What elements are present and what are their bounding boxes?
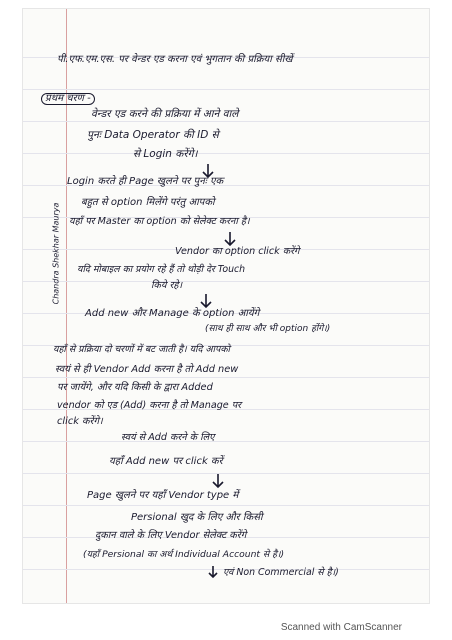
note-line: से Login करेंगे।	[133, 148, 198, 160]
note-line: पुनः Data Operator की ID से	[87, 129, 219, 141]
note-line: Page खुलने पर यहाँ Vendor type में	[87, 490, 239, 501]
ruled-line	[23, 281, 429, 282]
note-line: Add new और Manage के option आयेंगे	[85, 308, 260, 319]
note-line: Persional खुद के लिए और किसी	[131, 512, 263, 523]
ruled-line	[23, 121, 429, 122]
notebook-page	[22, 8, 430, 604]
note-line: यहाँ पर Master का option को सेलेक्ट करना है।	[69, 216, 250, 227]
step-label: प्रथम चरण -	[41, 93, 95, 105]
note-line: स्वयं से Add करने के लिए	[121, 432, 215, 443]
note-line: (यहाँ Persional का अर्थ Individual Account से है।)	[83, 549, 285, 560]
note-line: यदि मोबाइल का प्रयोग रहे हैं तो थोड़ी देर Touch	[77, 264, 246, 275]
scanner-footer	[0, 606, 452, 640]
note-line: एवं Non Commercial से है।)	[223, 567, 339, 578]
ruled-line	[23, 505, 429, 506]
note-line: click करेंगे।	[57, 416, 103, 427]
margin-author-name: Chandra Shekhar Maurya	[51, 202, 61, 305]
note-line: Login करते ही Page खुलने पर पुनः एक	[67, 176, 224, 187]
note-line: यहाँ से प्रक्रिया दो चरणों में बट जाती है। यदि आपको	[53, 344, 230, 355]
note-line: (साथ ही साथ और भी option होंगे।)	[205, 324, 331, 334]
note-line: दुकान वाले के लिए Vendor सेलेक्ट करेंगे	[95, 530, 247, 541]
ruled-line	[23, 153, 429, 154]
note-line: बहुत से option मिलेंगे परंतु आपको	[81, 197, 215, 208]
note-line: पर जायेंगे, और यदि किसी के द्वारा Added	[57, 382, 213, 393]
note-line: किये रहे।	[151, 280, 183, 291]
ruled-line	[23, 441, 429, 442]
ruled-line	[23, 89, 429, 90]
note-line: यहाँ Add new पर click करें	[109, 456, 223, 467]
note-line: Vendor का option click करेंगे	[175, 246, 300, 257]
note-line: स्वयं से ही Vendor Add करना है तो Add new	[55, 364, 239, 375]
ruled-line	[23, 473, 429, 474]
note-line: वेन्डर एड करने की प्रक्रिया में आने वाले	[91, 108, 239, 120]
scanner-watermark: Scanned with CamScanner	[280, 622, 402, 633]
note-line: vendor को एड (Add) करना है तो Manage पर	[57, 400, 242, 411]
ruled-line	[23, 377, 429, 378]
heading: पी.एफ.एम.एस. पर वेन्डर एड करना एवं भुगतान की प्रक्रिया सीखें	[57, 54, 293, 65]
